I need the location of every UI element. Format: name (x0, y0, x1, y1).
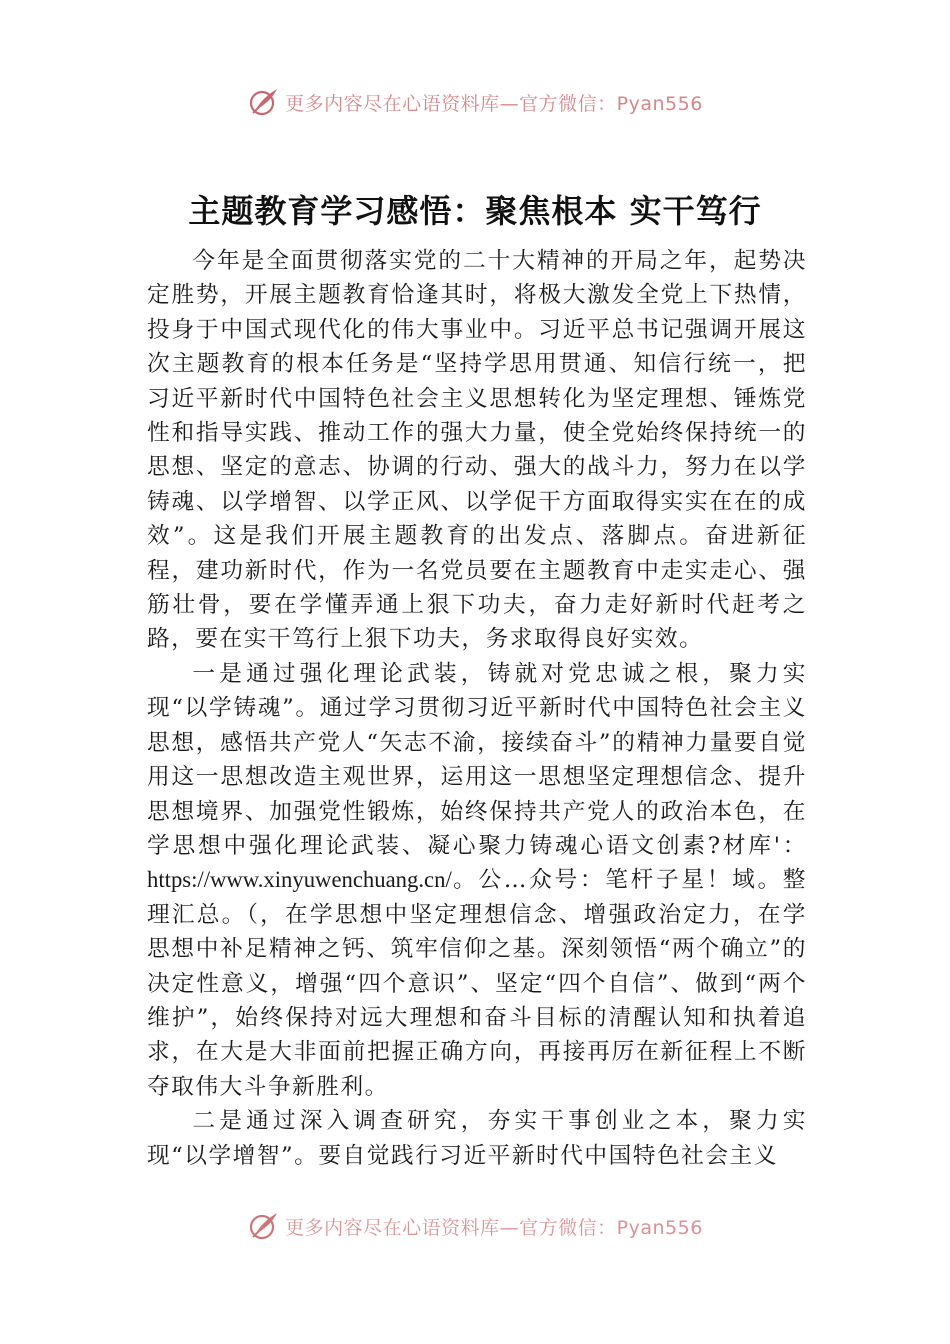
source-url-link[interactable]: https://www.xinyuwenchuang.cn/ (147, 867, 452, 893)
watermark-header (0, 82, 950, 122)
paragraph-2-text: 一是通过强化理论武装，铸就对党忠诚之根，聚力实现“以学铸魂”。通过学习贯彻习近平新时代中国特色社会主义思想，感悟共产党人“矢志不渝，接续奋斗”的精神力量要自觉用这一思想改造主观世界，运用这一思想坚定理想信念、提升思想境界、加强党性锻炼，始终保持共产党人的政治本色，在学思想中强化理论武装、凝心聚力铸魂心语文创素?材库'： (147, 660, 807, 859)
paragraph-1: 今年是全面贯彻落实党的二十大精神的开局之年，起势决定胜势，开展主题教育恰逢其时，将极大激发全党上下热情，投身于中国式现代化的伟大事业中。习近平总书记强调开展这次主题教育的根本任务是“坚持学思用贯通、知信行统一，把习近平新时代中国特色社会主义思想转化为坚定理想、锤炼党性和指导实践、推动工作的强大力量，使全党始终保持统一的思想、坚定的意志、协调的行动、强大的战斗力，努力在以学铸魂、以学增智、以学正风、以学促干方面取得实实在在的成效”。这是我们开展主题教育的出发点、落脚点。奋进新征程，建功新时代，作为一名党员要在主题教育中走实走心、强筋壮骨，要在学懂弄通上狠下功夫，奋力走好新时代赶考之路，要在实干笃行上狠下功夫，务求取得良好实效。 (147, 248, 807, 653)
document-title: 主题教育学习感悟：聚焦根本 实干笃行 (188, 192, 762, 230)
watermark-footer (0, 1206, 950, 1246)
paragraph-2 (147, 657, 807, 1104)
paragraph-3: 二是通过深入调查研究，夯实干事创业之本，聚力实现“以学增智”。要自觉践行习近平新时代中国特色社会主义 (147, 1108, 807, 1169)
watermark-text: 更多内容尽在心语资料库—官方微信：Pyan556 (285, 92, 703, 115)
watermark-footer-text: 更多内容尽在心语资料库—官方微信：Pyan556 (285, 1216, 703, 1239)
paragraph-2-tail: 。公…众号：笔杆子星！域。整理汇总。（，在学思想中坚定理想信念、增强政治定力，在学思想中补足精神之钙、筑牢信仰之基。深刻领悟“两个确立”的决定性意义，增强“四个意识”、坚定“四个自信”、做到“两个维护”，始终保持对远大理想和奋斗目标的清醒认知和执着追求，在大是大非面前把握正确方向，再接再厉在新征程上不断夺取伟大斗争新胜利。 (147, 867, 807, 1100)
document-body (147, 244, 807, 1173)
quill-circle-logo-icon (247, 85, 281, 119)
quill-circle-logo-icon (247, 1209, 281, 1243)
